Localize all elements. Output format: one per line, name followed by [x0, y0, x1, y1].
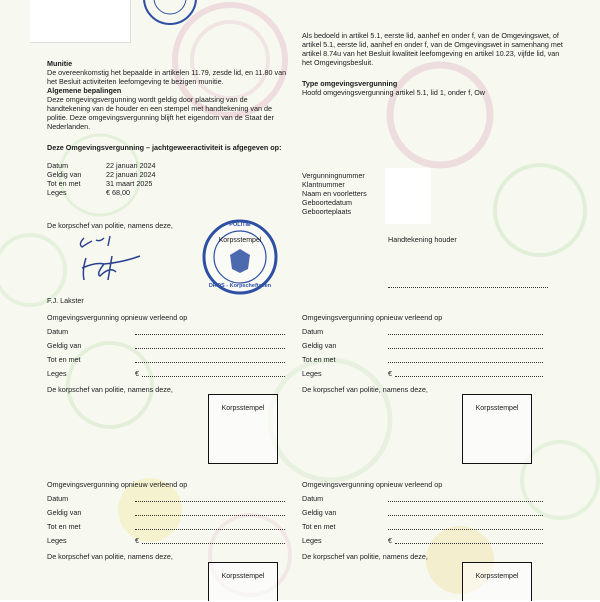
issued-label: Tot en met [47, 179, 81, 188]
korpsstempel-label: Korpsstempel [475, 573, 519, 580]
holder-label-geboorteplaats: Geboorteplaats [302, 207, 352, 216]
renewal-euro: € [388, 536, 392, 545]
renewal-label-leges: Leges [47, 369, 67, 378]
legal-basis-text: Als bedoeld in artikel 5.1, eerste lid, aanhef en onder f, van de Omgevingswet, of artikel 5.1, eerste lid, aanhef en onder f, van de Omgevingswet in samenhang met artikel 8.74u van het Besluit kwaliteit leefomgeving en artikel 10.23, vijfde lid, van het Omgevingsbesluit. [302, 31, 563, 67]
renewal-line [388, 327, 543, 335]
renewal-label-geldig-van: Geldig van [302, 508, 337, 517]
renewal-line [135, 508, 285, 516]
type-text: Hoofd omgevingsvergunning artikel 5.1, lid 1, onder f, Ow [302, 88, 485, 97]
korpsstempel-label: Korpsstempel [221, 405, 265, 412]
korpschef-line: De korpschef van politie, namens deze, [47, 221, 173, 230]
algemene-bepalingen-text: Deze omgevingsvergunning wordt geldig door plaatsing van de handtekening van de houder en een stempel met handtekening van de politie. Deze omgevingsvergunning blijft het eigendom van de Staat der Nederlanden. [47, 95, 274, 131]
issued-value: 22 januari 2024 [106, 161, 156, 170]
holder-label-naam: Naam en voorletters [302, 189, 367, 198]
renewal-line [135, 355, 285, 363]
renewal-heading: Omgevingsvergunning opnieuw verleend op [47, 313, 188, 322]
renewal-line [135, 327, 285, 335]
renewal-korpschef: De korpschef van politie, namens deze, [47, 552, 173, 561]
handtekening-line [388, 280, 548, 288]
renewal-korpschef: De korpschef van politie, namens deze, [47, 385, 173, 394]
munitie-heading: Munitie [47, 59, 73, 68]
type-heading: Type omgevingsvergunning [302, 79, 398, 88]
stamp-center-text: Korpsstempel [218, 237, 262, 244]
holder-label-vergunningnummer: Vergunningnummer [302, 171, 365, 180]
renewal-euro: € [135, 536, 139, 545]
renewal-heading: Omgevingsvergunning opnieuw verleend op [302, 480, 443, 489]
issued-label: Leges [47, 188, 67, 197]
renewal-label-leges: Leges [47, 536, 67, 545]
renewal-label-leges: Leges [302, 536, 322, 545]
renewal-line [388, 522, 543, 530]
renewal-label-geldig-van: Geldig van [47, 341, 82, 350]
munitie-text: De overeenkomstig het bepaalde in artikelen 11.79, zesde lid, en 11.80 van het Besluit activiteiten leefomgeving te bezigen munitie. [47, 68, 287, 86]
photo-placeholder [30, 0, 131, 43]
renewal-label-tot-en-met: Tot en met [302, 355, 336, 364]
issued-value: 22 januari 2024 [106, 170, 156, 179]
renewal-heading: Omgevingsvergunning opnieuw verleend op [302, 313, 443, 322]
korpsstempel-box [462, 394, 532, 464]
renewal-line [142, 536, 285, 544]
renewal-label-datum: Datum [302, 494, 324, 503]
renewal-label-leges: Leges [302, 369, 322, 378]
renewal-label-tot-en-met: Tot en met [47, 355, 81, 364]
issued-label: Datum [47, 161, 69, 170]
signer-name: F.J. Lakster [47, 296, 84, 305]
renewal-line [135, 341, 285, 349]
holder-label-geboortedatum: Geboortedatum [302, 198, 352, 207]
renewal-line [388, 355, 543, 363]
handtekening-houder-label: Handtekening houder [388, 235, 457, 244]
renewal-line [142, 369, 285, 377]
renewal-label-datum: Datum [47, 327, 69, 336]
issued-value: 31 maart 2025 [106, 179, 153, 188]
renewal-heading: Omgevingsvergunning opnieuw verleend op [47, 480, 188, 489]
renewal-line [388, 341, 543, 349]
renewal-line [135, 522, 285, 530]
renewal-euro: € [135, 369, 139, 378]
stamp-bottom-text: DROS - Korpscheftaken [208, 283, 272, 289]
issued-heading: Deze Omgevingsvergunning – jachtgeweeractiviteit is afgegeven op: [47, 143, 282, 152]
renewal-line [395, 536, 543, 544]
renewal-line [395, 369, 543, 377]
handwritten-signature [52, 228, 162, 288]
renewal-euro: € [388, 369, 392, 378]
issued-label: Geldig van [47, 170, 82, 179]
renewal-label-tot-en-met: Tot en met [302, 522, 336, 531]
issued-value: € 68,00 [106, 188, 130, 197]
renewal-korpschef: De korpschef van politie, namens deze, [302, 552, 428, 561]
renewal-label-geldig-van: Geldig van [302, 341, 337, 350]
korpsstempel-box [208, 394, 278, 464]
renewal-line [388, 508, 543, 516]
renewal-korpschef: De korpschef van politie, namens deze, [302, 385, 428, 394]
seal-top-partial [140, 0, 200, 32]
korpsstempel-label: Korpsstempel [475, 405, 519, 412]
renewal-label-datum: Datum [302, 327, 324, 336]
renewal-label-geldig-van: Geldig van [47, 508, 82, 517]
renewal-label-datum: Datum [47, 494, 69, 503]
holder-label-klantnummer: Klantnummer [302, 180, 345, 189]
renewal-line [388, 494, 543, 502]
stamp-top-text: POLITIE [229, 222, 251, 228]
korpsstempel-box [208, 562, 278, 601]
holder-data-redacted [385, 168, 431, 224]
korpsstempel-label: Korpsstempel [221, 573, 265, 580]
algemene-bepalingen-heading: Algemene bepalingen [47, 86, 122, 95]
korpsstempel-box [462, 562, 532, 601]
renewal-label-tot-en-met: Tot en met [47, 522, 81, 531]
renewal-line [135, 494, 285, 502]
